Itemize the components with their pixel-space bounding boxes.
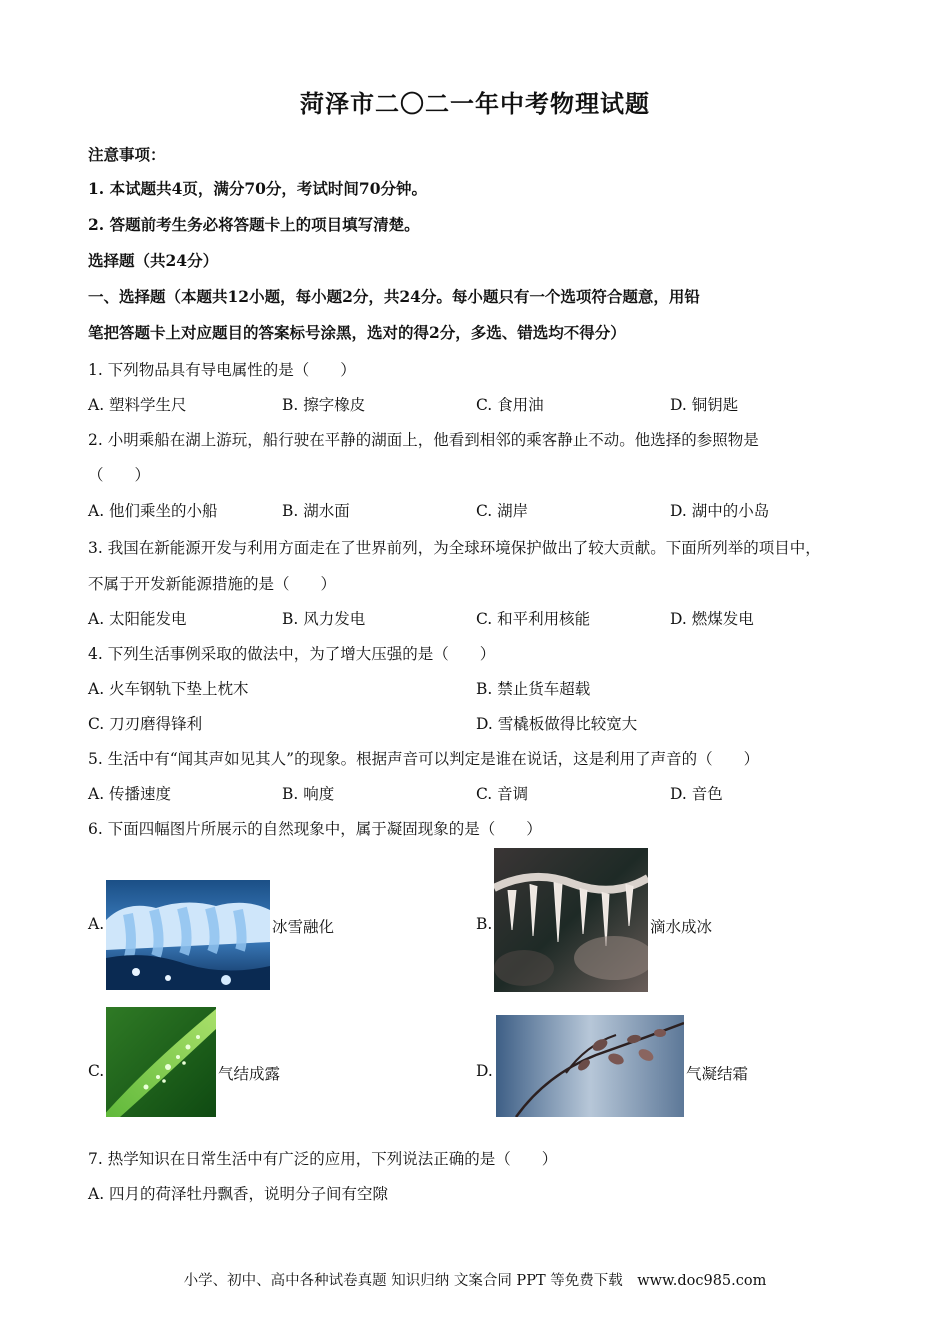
dew-leaf-photo (106, 1007, 216, 1117)
option-b: B. 禁止货车超载 (476, 680, 591, 698)
option-b: B. 湖水面 (282, 502, 350, 520)
option-c: C. 食用油 (476, 396, 544, 414)
option-d: D. 湖中的小岛 (670, 502, 770, 520)
option-c-caption: 气结成露 (218, 1065, 281, 1083)
icicles-photo (494, 848, 648, 992)
option-a: A. 四月的荷泽牡丹飘香，说明分子间有空隙 (88, 1185, 389, 1203)
question-stem: 3. 我国在新能源开发与利用方面走在了世界前列，为全球环境保护做出了较大贡献。下面所列举的项目中， (88, 539, 821, 557)
option-d: D. 音色 (670, 785, 723, 803)
option-b-caption: 滴水成冰 (650, 918, 713, 936)
section-heading: 选择题（共24分） (88, 251, 219, 270)
option-a: A. 他们乘坐的小船 (88, 502, 218, 520)
option-a-caption: 冰雪融化 (272, 918, 335, 936)
option-b: B. 响度 (282, 785, 335, 803)
option-a: A. 塑料学生尺 (88, 396, 187, 414)
page-title: 菏泽市二〇二一年中考物理试题 (300, 89, 650, 118)
option-c: C. 音调 (476, 785, 529, 803)
question-stem: 4. 下列生活事例采取的做法中，为了增大压强的是（ ） (88, 645, 496, 663)
frost-branch-photo (496, 1015, 684, 1117)
option-a-letter: A. (88, 915, 105, 933)
question-stem-cont: 不属于开发新能源措施的是（ ） (88, 575, 337, 593)
section-instruction: 笔把答题卡上对应题目的答案标号涂黑，选对的得2分，多选、错选均不得分） (88, 323, 626, 342)
question-stem: 7. 热学知识在日常生活中有广泛的应用，下列说法正确的是（ ） (88, 1150, 558, 1168)
option-c-letter: C. (88, 1062, 105, 1080)
option-b: B. 风力发电 (282, 610, 366, 628)
option-a: A. 传播速度 (88, 785, 172, 803)
option-d: D. 雪橇板做得比较宽大 (476, 715, 638, 733)
option-d-letter: D. (476, 1062, 493, 1080)
option-a: A. 太阳能发电 (88, 610, 187, 628)
question-stem: 2. 小明乘船在湖上游玩，船行驶在平静的湖面上，他看到相邻的乘客静止不动。他选择的参照物是 (88, 431, 759, 449)
option-c: C. 刀刃磨得锋利 (88, 715, 203, 733)
option-b: B. 擦字橡皮 (282, 396, 366, 414)
option-b-letter: B. (476, 915, 493, 933)
question-stem: 5. 生活中有“闻其声如见其人”的现象。根据声音可以判定是谁在说话，这是利用了声音的（ ） (88, 750, 760, 768)
notice-item: 1. 本试题共4页，满分70分，考试时间70分钟。 (88, 179, 428, 198)
question-stem-cont: （ ） (88, 466, 151, 484)
ice-melting-photo (106, 880, 270, 990)
question-stem: 1. 下列物品具有导电属性的是（ ） (88, 361, 356, 379)
section-instruction: 一、选择题（本题共12小题，每小题2分，共24分。每小题只有一个选项符合题意，用铅 (88, 287, 700, 306)
option-c: C. 和平利用核能 (476, 610, 591, 628)
notice-heading: 注意事项： (88, 145, 166, 164)
option-a: A. 火车钢轨下垫上枕木 (88, 680, 249, 698)
page-footer: 小学、初中、高中各种试卷真题 知识归纳 文案合同 PPT 等免费下载 www.doc985.com (183, 1273, 767, 1289)
notice-item: 2. 答题前考生务必将答题卡上的项目填写清楚。 (88, 215, 420, 234)
option-d: D. 燃煤发电 (670, 610, 754, 628)
option-d-caption: 气凝结霜 (686, 1065, 749, 1083)
option-d: D. 铜钥匙 (670, 396, 739, 414)
question-stem: 6. 下面四幅图片所展示的自然现象中，属于凝固现象的是（ ） (88, 820, 542, 838)
option-c: C. 湖岸 (476, 502, 529, 520)
